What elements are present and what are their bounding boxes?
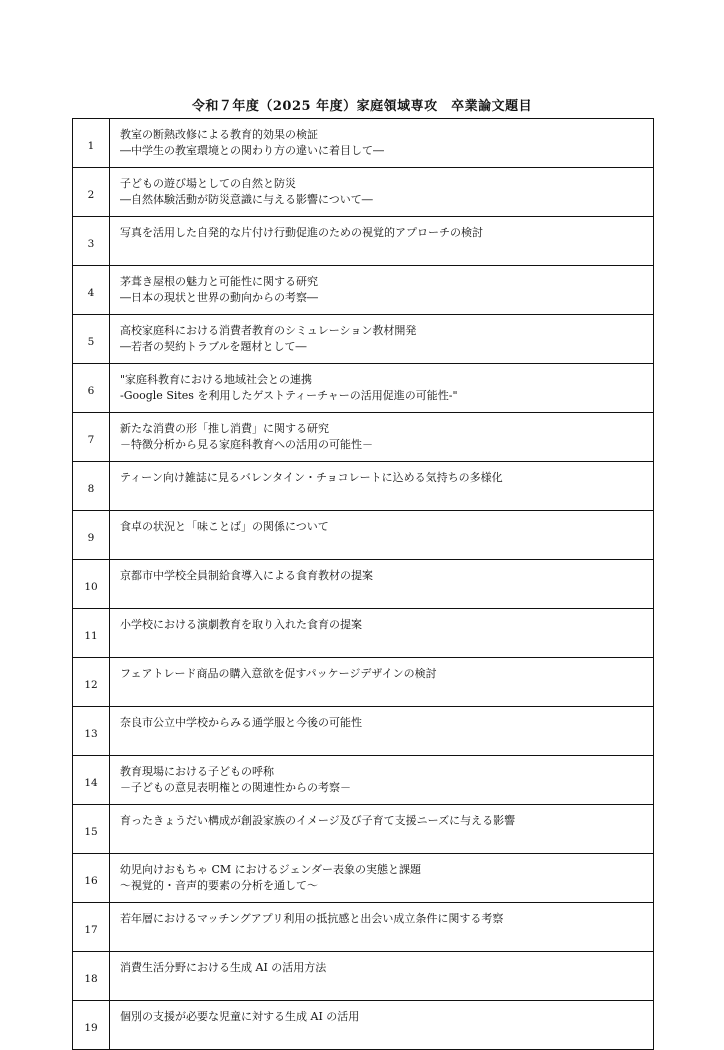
thesis-cell [110,805,654,854]
thesis-cell [110,217,654,266]
row-number: 1 [73,119,110,168]
table-row [73,168,654,217]
table-row [73,707,654,756]
table-row [73,315,654,364]
row-number: 8 [73,462,110,511]
thesis-title: ティーン向け雑誌に見るバレンタイン・チョコレートに込める気持ちの多様化 [120,471,503,484]
row-number: 15 [73,805,110,854]
table-row [73,952,654,1001]
thesis-title: 個別の支援が必要な児童に対する生成 AI の活用 [120,1010,360,1023]
row-number: 13 [73,707,110,756]
table-row [73,756,654,805]
thesis-title: 茅葺き屋根の魅力と可能性に関する研究 [120,275,318,288]
table-row [73,266,654,315]
thesis-cell [110,168,654,217]
table-row [73,1001,654,1050]
thesis-table [72,118,654,1050]
thesis-title: 奈良市公立中学校からみる通学服と今後の可能性 [120,716,362,729]
table-row [73,511,654,560]
thesis-subtitle: ―若者の契約トラブルを題材として― [120,340,307,353]
row-number: 16 [73,854,110,903]
thesis-title: 京都市中学校全員制給食導入による食育教材の提案 [120,569,373,582]
thesis-title: フェアトレード商品の購入意欲を促すパッケージデザインの検討 [120,667,437,680]
thesis-subtitle: -Google Sites を利用したゲストティーチャーの活用促進の可能性-" [120,389,458,402]
thesis-cell [110,854,654,903]
thesis-title: 子どもの遊び場としての自然と防災 [120,177,296,190]
row-number: 10 [73,560,110,609]
row-number: 2 [73,168,110,217]
thesis-subtitle: ―自然体験活動が防災意識に与える影響について― [120,193,373,206]
thesis-title: 小学校における演劇教育を取り入れた食育の提案 [120,618,362,631]
row-number: 12 [73,658,110,707]
table-row [73,364,654,413]
thesis-cell [110,658,654,707]
table-row [73,119,654,168]
table-row [73,903,654,952]
row-number: 17 [73,903,110,952]
row-number: 7 [73,413,110,462]
thesis-cell [110,462,654,511]
thesis-cell [110,756,654,805]
row-number: 11 [73,609,110,658]
thesis-cell [110,952,654,1001]
thesis-title: 消費生活分野における生成 AI の活用方法 [120,961,327,974]
thesis-subtitle: －子どもの意見表明権との関連性からの考察－ [120,781,351,794]
thesis-title: 教育現場における子どもの呼称 [120,765,274,778]
thesis-subtitle: ―中学生の教室環境との関わり方の違いに着目して― [120,144,384,157]
row-number: 6 [73,364,110,413]
table-row [73,560,654,609]
table-row [73,805,654,854]
thesis-cell [110,315,654,364]
row-number: 4 [73,266,110,315]
thesis-cell [110,266,654,315]
thesis-cell [110,609,654,658]
row-number: 14 [73,756,110,805]
table-row [73,658,654,707]
thesis-cell [110,1001,654,1050]
row-number: 19 [73,1001,110,1050]
thesis-title: "家庭科教育における地域社会との連携 [120,373,313,386]
thesis-subtitle: ―日本の現状と世界の動向からの考察― [120,291,318,304]
thesis-cell [110,511,654,560]
thesis-title: 育ったきょうだい構成が創設家族のイメージ及び子育て支援ニーズに与える影響 [120,814,516,827]
thesis-cell [110,560,654,609]
thesis-title: 幼児向けおもちゃ CM におけるジェンダー表象の実態と課題 [120,863,422,876]
thesis-title: 教室の断熱改修による教育的効果の検証 [120,128,318,141]
table-row [73,462,654,511]
table-row [73,854,654,903]
thesis-cell [110,707,654,756]
thesis-cell [110,413,654,462]
table-row [73,609,654,658]
thesis-title: 食卓の状況と「味ことば」の関係について [120,520,329,533]
thesis-title: 写真を活用した自発的な片付け行動促進のための視覚的アプローチの検討 [120,226,483,239]
row-number: 18 [73,952,110,1001]
thesis-cell [110,364,654,413]
thesis-cell [110,119,654,168]
thesis-subtitle: －特徴分析から見る家庭科教育への活用の可能性－ [120,438,373,451]
thesis-subtitle: ～視覚的・音声的要素の分析を通して～ [120,879,318,892]
thesis-title: 新たな消費の形「推し消費」に関する研究 [120,422,329,435]
thesis-table-body [73,119,654,1050]
table-row [73,413,654,462]
row-number: 9 [73,511,110,560]
thesis-title: 高校家庭科における消費者教育のシミュレーション教材開発 [120,324,417,337]
thesis-cell [110,903,654,952]
thesis-title: 若年層におけるマッチングアプリ利用の抵抗感と出会い成立条件に関する考察 [120,912,504,925]
row-number: 3 [73,217,110,266]
row-number: 5 [73,315,110,364]
table-row [73,217,654,266]
page-title: 令和７年度（2025 年度）家庭領域専攻 卒業論文題目 [191,99,533,114]
